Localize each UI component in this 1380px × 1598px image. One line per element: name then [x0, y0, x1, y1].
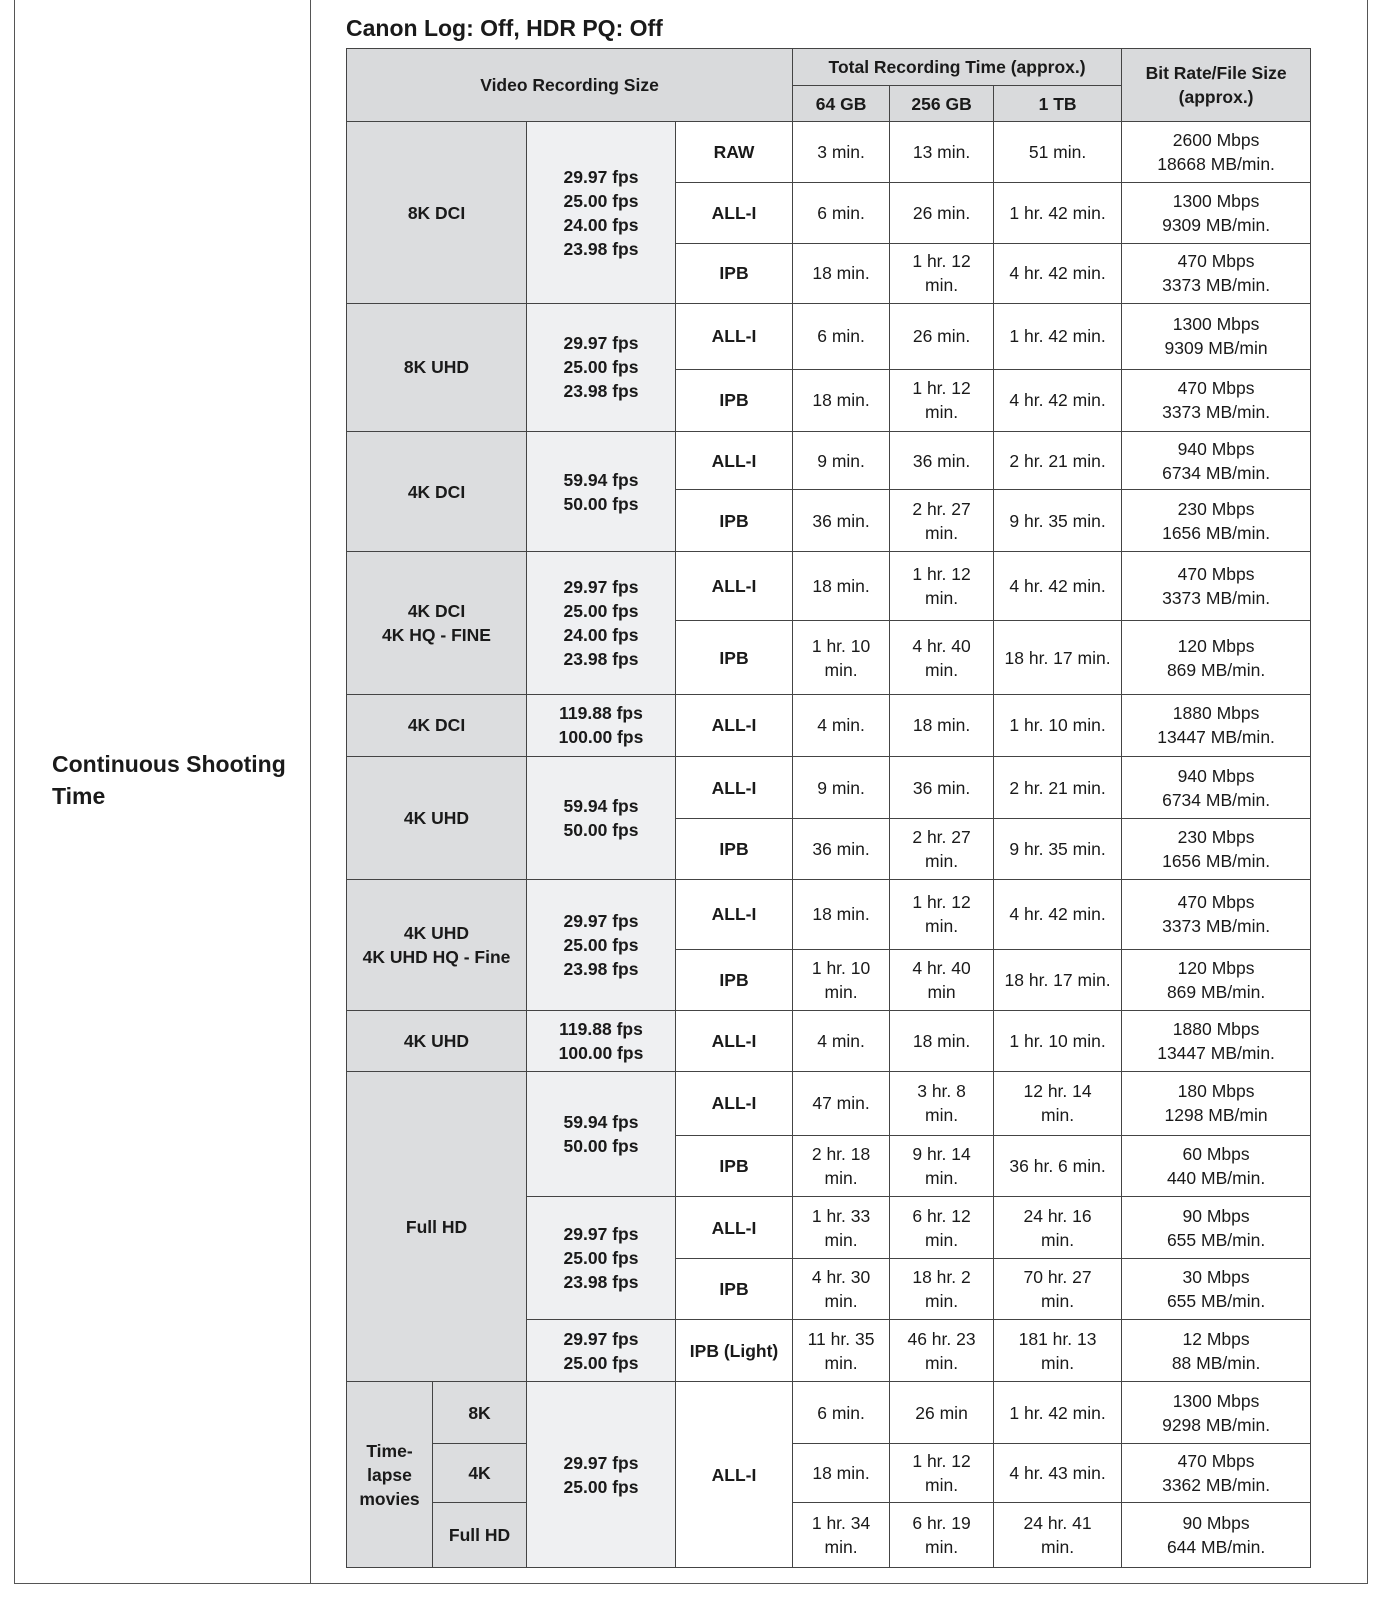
compression-cell: ALL-I	[676, 552, 793, 621]
frame-rate-cell: 119.88 fps 100.00 fps	[527, 1010, 676, 1071]
bit-rate-cell: 470 Mbps 3373 MB/min.	[1122, 369, 1311, 431]
time-1tb-cell: 4 hr. 42 min.	[994, 243, 1122, 303]
time-256gb-cell: 1 hr. 12 min.	[890, 1443, 994, 1502]
time-1tb-cell: 1 hr. 42 min.	[994, 303, 1122, 369]
time-1tb-cell: 1 hr. 42 min.	[994, 183, 1122, 243]
compression-cell: ALL-I	[676, 756, 793, 818]
time-64gb-cell: 6 min.	[793, 1382, 890, 1443]
bit-rate-cell: 2600 Mbps 18668 MB/min.	[1122, 122, 1311, 183]
timelapse-size-cell: Full HD	[433, 1502, 527, 1567]
header-video-recording-size: Video Recording Size	[347, 49, 793, 122]
compression-cell: IPB	[676, 1135, 793, 1196]
compression-cell: IPB	[676, 949, 793, 1010]
time-256gb-cell: 6 hr. 19 min.	[890, 1502, 994, 1567]
frame-rate-cell: 59.94 fps 50.00 fps	[527, 756, 676, 879]
frame-rate-cell: 119.88 fps 100.00 fps	[527, 694, 676, 756]
time-64gb-cell: 1 hr. 10 min.	[793, 949, 890, 1010]
time-64gb-cell: 9 min.	[793, 432, 890, 490]
table-title: Canon Log: Off, HDR PQ: Off	[346, 15, 663, 41]
time-64gb-cell: 6 min.	[793, 183, 890, 243]
compression-cell: IPB (Light)	[676, 1320, 793, 1382]
table-row	[347, 432, 1311, 490]
recording-time-table	[346, 48, 1311, 1568]
time-1tb-cell: 4 hr. 42 min.	[994, 880, 1122, 949]
timelapse-size-cell: 8K	[433, 1382, 527, 1443]
bit-rate-cell: 230 Mbps 1656 MB/min.	[1122, 490, 1311, 552]
compression-cell: ALL-I	[676, 1197, 793, 1259]
time-1tb-cell: 12 hr. 14 min.	[994, 1071, 1122, 1135]
time-256gb-cell: 3 hr. 8 min.	[890, 1071, 994, 1135]
bit-rate-cell: 1300 Mbps 9309 MB/min.	[1122, 183, 1311, 243]
time-256gb-cell: 4 hr. 40 min	[890, 949, 994, 1010]
frame-rate-cell: 29.97 fps 25.00 fps 23.98 fps	[527, 880, 676, 1010]
time-256gb-cell: 18 hr. 2 min.	[890, 1259, 994, 1320]
time-256gb-cell: 1 hr. 12 min.	[890, 369, 994, 431]
bit-rate-cell: 60 Mbps 440 MB/min.	[1122, 1135, 1311, 1196]
time-64gb-cell: 18 min.	[793, 880, 890, 949]
header-64gb: 64 GB	[793, 85, 890, 122]
time-64gb-cell: 36 min.	[793, 819, 890, 880]
time-1tb-cell: 36 hr. 6 min.	[994, 1135, 1122, 1196]
bit-rate-cell: 1880 Mbps 13447 MB/min.	[1122, 694, 1311, 756]
time-256gb-cell: 26 min	[890, 1382, 994, 1443]
time-1tb-cell: 4 hr. 42 min.	[994, 369, 1122, 431]
recording-size-cell: 4K DCI 4K HQ - FINE	[347, 552, 527, 695]
time-64gb-cell: 11 hr. 35 min.	[793, 1320, 890, 1382]
frame-rate-cell: 59.94 fps 50.00 fps	[527, 432, 676, 552]
table-row	[347, 694, 1311, 756]
time-256gb-cell: 18 min.	[890, 694, 994, 756]
table-row	[347, 1502, 1311, 1567]
time-1tb-cell: 1 hr. 10 min.	[994, 694, 1122, 756]
compression-cell: ALL-I	[676, 1071, 793, 1135]
time-64gb-cell: 18 min.	[793, 369, 890, 431]
time-64gb-cell: 1 hr. 34 min.	[793, 1502, 890, 1567]
table-row	[347, 303, 1311, 369]
compression-cell: ALL-I	[676, 1010, 793, 1071]
table-row	[347, 756, 1311, 818]
time-64gb-cell: 2 hr. 18 min.	[793, 1135, 890, 1196]
bit-rate-cell: 230 Mbps 1656 MB/min.	[1122, 819, 1311, 880]
bit-rate-cell: 470 Mbps 3362 MB/min.	[1122, 1443, 1311, 1502]
time-256gb-cell: 13 min.	[890, 122, 994, 183]
bit-rate-cell: 470 Mbps 3373 MB/min.	[1122, 243, 1311, 303]
time-256gb-cell: 18 min.	[890, 1010, 994, 1071]
time-64gb-cell: 36 min.	[793, 490, 890, 552]
recording-size-cell: 4K UHD	[347, 756, 527, 879]
time-64gb-cell: 4 min.	[793, 1010, 890, 1071]
time-256gb-cell: 2 hr. 27 min.	[890, 819, 994, 880]
time-1tb-cell: 2 hr. 21 min.	[994, 432, 1122, 490]
recording-size-cell: 4K DCI	[347, 432, 527, 552]
bit-rate-cell: 30 Mbps 655 MB/min.	[1122, 1259, 1311, 1320]
compression-cell: ALL-I	[676, 880, 793, 949]
time-1tb-cell: 2 hr. 21 min.	[994, 756, 1122, 818]
compression-cell: IPB	[676, 243, 793, 303]
time-256gb-cell: 1 hr. 12 min.	[890, 243, 994, 303]
frame-rate-cell: 29.97 fps 25.00 fps	[527, 1320, 676, 1382]
table-row	[347, 1010, 1311, 1071]
bit-rate-cell: 90 Mbps 644 MB/min.	[1122, 1502, 1311, 1567]
table-row	[347, 1443, 1311, 1502]
time-1tb-cell: 1 hr. 42 min.	[994, 1382, 1122, 1443]
time-256gb-cell: 1 hr. 12 min.	[890, 880, 994, 949]
bit-rate-cell: 120 Mbps 869 MB/min.	[1122, 621, 1311, 694]
time-64gb-cell: 6 min.	[793, 303, 890, 369]
time-64gb-cell: 1 hr. 33 min.	[793, 1197, 890, 1259]
timelapse-group-cell: Time- lapse movies	[347, 1382, 433, 1568]
compression-cell: ALL-I	[676, 432, 793, 490]
compression-cell: ALL-I	[676, 1382, 793, 1568]
recording-size-cell: 8K DCI	[347, 122, 527, 303]
time-256gb-cell: 6 hr. 12 min.	[890, 1197, 994, 1259]
time-64gb-cell: 3 min.	[793, 122, 890, 183]
compression-cell: ALL-I	[676, 303, 793, 369]
frame-rate-cell: 29.97 fps 25.00 fps 24.00 fps 23.98 fps	[527, 122, 676, 303]
time-64gb-cell: 47 min.	[793, 1071, 890, 1135]
time-64gb-cell: 4 hr. 30 min.	[793, 1259, 890, 1320]
bit-rate-cell: 470 Mbps 3373 MB/min.	[1122, 880, 1311, 949]
time-64gb-cell: 18 min.	[793, 552, 890, 621]
frame-rate-cell: 29.97 fps 25.00 fps 23.98 fps	[527, 1197, 676, 1320]
time-256gb-cell: 4 hr. 40 min.	[890, 621, 994, 694]
time-256gb-cell: 2 hr. 27 min.	[890, 490, 994, 552]
bit-rate-cell: 470 Mbps 3373 MB/min.	[1122, 552, 1311, 621]
bit-rate-cell: 1300 Mbps 9309 MB/min	[1122, 303, 1311, 369]
compression-cell: ALL-I	[676, 694, 793, 756]
header-1tb: 1 TB	[994, 85, 1122, 122]
time-1tb-cell: 18 hr. 17 min.	[994, 949, 1122, 1010]
recording-size-cell: 8K UHD	[347, 303, 527, 431]
bit-rate-cell: 180 Mbps 1298 MB/min	[1122, 1071, 1311, 1135]
table-row	[347, 122, 1311, 183]
compression-cell: ALL-I	[676, 183, 793, 243]
compression-cell: IPB	[676, 819, 793, 880]
time-256gb-cell: 9 hr. 14 min.	[890, 1135, 994, 1196]
time-1tb-cell: 51 min.	[994, 122, 1122, 183]
time-64gb-cell: 9 min.	[793, 756, 890, 818]
time-64gb-cell: 18 min.	[793, 243, 890, 303]
compression-cell: RAW	[676, 122, 793, 183]
recording-size-cell: 4K UHD	[347, 1010, 527, 1071]
time-1tb-cell: 181 hr. 13 min.	[994, 1320, 1122, 1382]
compression-cell: IPB	[676, 369, 793, 431]
bit-rate-cell: 120 Mbps 869 MB/min.	[1122, 949, 1311, 1010]
header-bit-rate-file-size: Bit Rate/File Size (approx.)	[1122, 49, 1311, 122]
frame-rate-cell: 29.97 fps 25.00 fps 24.00 fps 23.98 fps	[527, 552, 676, 695]
bit-rate-cell: 1300 Mbps 9298 MB/min.	[1122, 1382, 1311, 1443]
recording-size-cell: Full HD	[347, 1071, 527, 1382]
column-divider	[310, 0, 311, 1584]
bit-rate-cell: 12 Mbps 88 MB/min.	[1122, 1320, 1311, 1382]
compression-cell: IPB	[676, 490, 793, 552]
time-256gb-cell: 26 min.	[890, 183, 994, 243]
bit-rate-cell: 1880 Mbps 13447 MB/min.	[1122, 1010, 1311, 1071]
frame-rate-cell: 29.97 fps 25.00 fps 23.98 fps	[527, 303, 676, 431]
table-row	[347, 1071, 1311, 1135]
recording-size-cell: 4K DCI	[347, 694, 527, 756]
bit-rate-cell: 940 Mbps 6734 MB/min.	[1122, 756, 1311, 818]
table-row	[347, 1382, 1311, 1443]
row-label-continuous-shooting-time: Continuous Shooting Time	[52, 751, 286, 809]
time-64gb-cell: 4 min.	[793, 694, 890, 756]
time-1tb-cell: 24 hr. 16 min.	[994, 1197, 1122, 1259]
time-64gb-cell: 18 min.	[793, 1443, 890, 1502]
compression-cell: IPB	[676, 621, 793, 694]
table-row	[347, 880, 1311, 949]
time-256gb-cell: 1 hr. 12 min.	[890, 552, 994, 621]
time-256gb-cell: 36 min.	[890, 756, 994, 818]
compression-cell: IPB	[676, 1259, 793, 1320]
frame-rate-cell: 59.94 fps 50.00 fps	[527, 1071, 676, 1196]
timelapse-size-cell: 4K	[433, 1443, 527, 1502]
bit-rate-cell: 90 Mbps 655 MB/min.	[1122, 1197, 1311, 1259]
time-1tb-cell: 70 hr. 27 min.	[994, 1259, 1122, 1320]
frame-rate-cell: 29.97 fps 25.00 fps	[527, 1382, 676, 1568]
time-64gb-cell: 1 hr. 10 min.	[793, 621, 890, 694]
time-1tb-cell: 4 hr. 43 min.	[994, 1443, 1122, 1502]
time-1tb-cell: 9 hr. 35 min.	[994, 819, 1122, 880]
time-1tb-cell: 18 hr. 17 min.	[994, 621, 1122, 694]
time-1tb-cell: 1 hr. 10 min.	[994, 1010, 1122, 1071]
time-256gb-cell: 46 hr. 23 min.	[890, 1320, 994, 1382]
time-256gb-cell: 36 min.	[890, 432, 994, 490]
time-256gb-cell: 26 min.	[890, 303, 994, 369]
time-1tb-cell: 9 hr. 35 min.	[994, 490, 1122, 552]
table-row	[347, 552, 1311, 621]
header-256gb: 256 GB	[890, 85, 994, 122]
time-1tb-cell: 24 hr. 41 min.	[994, 1502, 1122, 1567]
time-1tb-cell: 4 hr. 42 min.	[994, 552, 1122, 621]
bit-rate-cell: 940 Mbps 6734 MB/min.	[1122, 432, 1311, 490]
header-total-recording-time: Total Recording Time (approx.)	[793, 49, 1122, 86]
recording-size-cell: 4K UHD 4K UHD HQ - Fine	[347, 880, 527, 1010]
